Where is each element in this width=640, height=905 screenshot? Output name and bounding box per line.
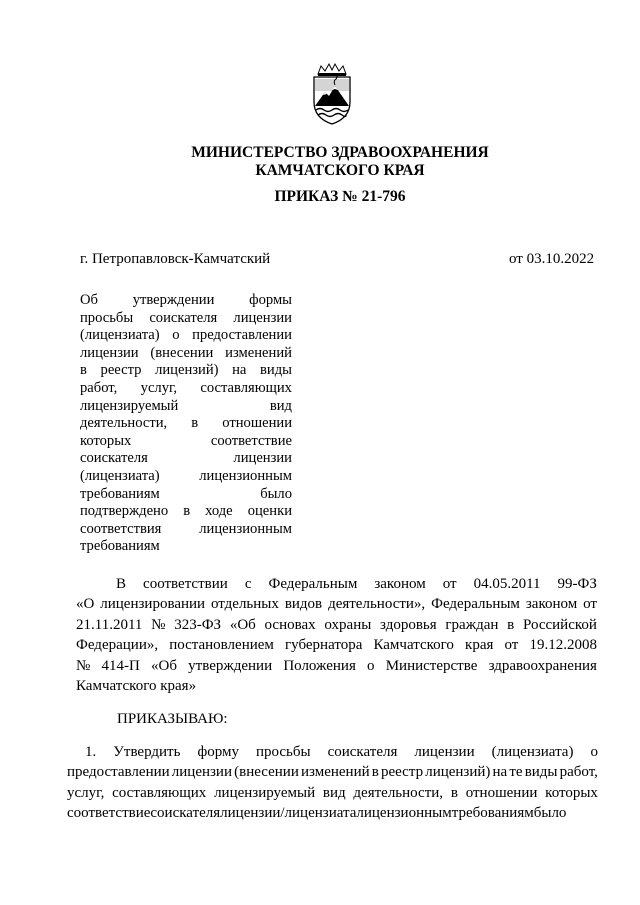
- item1-word: изменений: [300, 764, 370, 781]
- subject-word: отношении: [222, 415, 292, 432]
- preamble-word: лицензировании: [100, 596, 206, 613]
- item1-word: отношении: [465, 784, 538, 801]
- subject-word: просьбы: [80, 309, 134, 326]
- item1-word: Утвердить: [113, 744, 181, 760]
- subject-word: составляющих: [200, 379, 292, 396]
- preamble-line: [76, 656, 597, 676]
- item1-word: было: [533, 805, 567, 822]
- item1-word: лицензии: [414, 744, 475, 760]
- preamble-word: от: [583, 596, 597, 613]
- item1-word: требованиям: [451, 805, 534, 822]
- preamble-word: отдельных: [211, 596, 279, 613]
- subject-word: предоставлении: [192, 327, 292, 344]
- preamble-word: видов: [284, 596, 323, 613]
- item1-word: соответствие: [67, 805, 151, 822]
- subject-word: лицензируемый: [80, 397, 179, 414]
- subject-line: [80, 292, 292, 310]
- subject-word: услуг,: [140, 379, 177, 396]
- subject-word: ходе: [205, 503, 233, 520]
- subject-word: в: [183, 503, 191, 520]
- preamble-word: «Об: [151, 657, 177, 674]
- preamble-word: здоровья: [380, 616, 437, 633]
- item1-word: 1.: [85, 744, 97, 760]
- preamble-word: Камчатского: [373, 637, 454, 654]
- subject-line: [80, 521, 292, 539]
- preamble-line: [76, 635, 597, 655]
- subject-word: требованиям: [80, 485, 160, 502]
- subject-line: [80, 415, 292, 433]
- item1-word: которых: [545, 784, 598, 801]
- item1-word: лицензии: [171, 764, 232, 781]
- subject-line: [80, 398, 292, 416]
- preamble-line: [76, 676, 597, 696]
- subject-word: соискателя: [149, 309, 218, 326]
- subject-word: (внесении: [150, 344, 214, 361]
- subject-word: лицензионным: [199, 467, 292, 484]
- preamble-line: [76, 615, 597, 635]
- subject-line: [80, 310, 292, 328]
- preamble-word: губернатора: [285, 637, 363, 654]
- subject-line: [80, 450, 292, 468]
- item1-word: форму: [197, 744, 239, 760]
- orders-label: ПРИКАЗЫВАЮ:: [117, 711, 228, 727]
- subject-line: [80, 362, 292, 380]
- subject-word: утверждении: [132, 292, 215, 308]
- subject-word: соискателя: [80, 450, 148, 467]
- preamble-word: утверждении: [188, 657, 273, 674]
- subject-word: подтверждено: [80, 503, 169, 520]
- ministry-name-line2: КАМЧАТСКОГО КРАЯ: [255, 162, 425, 179]
- subject-word: соответствие: [210, 432, 292, 449]
- ministry-name-line1: МИНИСТЕРСТВО ЗДРАВООХРАНЕНИЯ: [191, 144, 489, 161]
- preamble-word: 21.11.2011: [76, 616, 143, 633]
- preamble-word: граждан: [445, 616, 499, 633]
- order-subject: [80, 292, 292, 556]
- item1-word: предоставлении: [67, 764, 170, 781]
- item1-word: о: [590, 744, 598, 760]
- item1-line: [67, 742, 598, 762]
- item1-word: лицензии/лицензиата: [220, 805, 357, 822]
- subject-line: [80, 503, 292, 521]
- subject-word: о: [172, 327, 180, 344]
- subject-word: лицензий): [155, 362, 219, 379]
- preamble-word: №: [151, 616, 166, 633]
- preamble-word: Российской: [523, 616, 597, 633]
- subject-word: лицензии: [80, 344, 139, 361]
- preamble-word: В: [116, 576, 127, 592]
- subject-word: лицензии: [233, 309, 292, 326]
- item1-word: в: [371, 764, 379, 781]
- item1-word: услуг,: [67, 784, 105, 801]
- item1-word: работ,: [559, 764, 598, 781]
- subject-word: формы: [249, 292, 292, 308]
- preamble-word: соответствии: [143, 576, 228, 592]
- subject-word: изменений: [225, 344, 292, 361]
- preamble-line: [76, 594, 597, 614]
- preamble-word: постановлением: [169, 637, 274, 654]
- order-number: ПРИКАЗ № 21-796: [274, 188, 406, 205]
- item1-word: лицензируемый: [214, 784, 316, 801]
- preamble-word: о: [367, 657, 375, 674]
- subject-line: [80, 345, 292, 363]
- subject-line: [80, 538, 292, 556]
- item1-line: [67, 762, 598, 782]
- preamble-word: №: [76, 657, 91, 674]
- preamble-word: в: [507, 616, 515, 633]
- preamble-word: края: [465, 637, 494, 654]
- preamble-word: Федерации»,: [76, 637, 159, 654]
- order-item-1: [67, 742, 598, 824]
- item1-word: лицензионным: [356, 805, 452, 822]
- item1-word: те: [509, 764, 523, 781]
- subject-word: соответствия: [80, 520, 162, 537]
- preamble-word: Федеральным: [268, 576, 358, 592]
- subject-line: [80, 468, 292, 486]
- item1-word: соискателя: [327, 744, 398, 760]
- subject-word: в: [191, 415, 199, 432]
- item1-line: [67, 783, 598, 803]
- preamble-word: основах: [264, 616, 316, 633]
- subject-word: оценки: [247, 503, 292, 520]
- subject-word: работ,: [80, 379, 118, 396]
- city: г. Петропавловск-Камчатский: [80, 251, 271, 267]
- subject-line: [80, 380, 292, 398]
- subject-word: (лицензиата): [80, 467, 160, 484]
- subject-line: [80, 327, 292, 345]
- subject-line: [80, 486, 292, 504]
- item1-word: (внесении: [234, 764, 299, 781]
- subject-word: на: [232, 362, 247, 379]
- preamble-word: здравоохранения: [488, 657, 597, 674]
- preamble-word: 414-П: [101, 657, 140, 674]
- item1-word: на: [492, 764, 508, 781]
- subject-word: вид: [269, 397, 292, 414]
- preamble-word: Камчатского края»: [76, 677, 197, 694]
- preamble-word: 323-ФЗ: [174, 616, 222, 633]
- subject-word: реестр: [100, 362, 142, 379]
- preamble-word: 19.12.2008: [529, 637, 597, 654]
- preamble-word: от: [504, 637, 519, 654]
- subject-word: Об: [80, 292, 98, 308]
- subject-word: лицензионным: [199, 520, 292, 537]
- preamble-word: «Об: [229, 616, 256, 633]
- preamble-word: Положения: [283, 657, 356, 674]
- subject-word: в: [80, 362, 87, 379]
- preamble-word: законом: [525, 596, 578, 613]
- subject-word: лицензии: [233, 450, 292, 467]
- item1-word: соискателя: [150, 805, 221, 822]
- item1-word: (лицензиата): [491, 744, 574, 760]
- preamble-word: «О: [76, 596, 95, 613]
- subject-word: требованиям: [80, 538, 160, 555]
- item1-line: [67, 803, 598, 823]
- item1-word: в: [450, 784, 458, 801]
- subject-word: которых: [80, 432, 132, 449]
- item1-word: реестр: [380, 764, 424, 781]
- subject-line: [80, 433, 292, 451]
- subject-word: (лицензиата): [80, 327, 160, 344]
- item1-word: просьбы: [255, 744, 311, 760]
- subject-word: виды: [260, 362, 292, 379]
- preamble-word: Министерстве: [385, 657, 478, 674]
- preamble-word: от: [442, 576, 457, 592]
- subject-word: было: [260, 485, 292, 502]
- item1-word: виды: [524, 764, 558, 781]
- preamble-paragraph: [76, 574, 597, 696]
- preamble-word: деятельности»,: [328, 596, 426, 613]
- item1-word: вид: [322, 784, 346, 801]
- preamble-line: [76, 574, 597, 594]
- item1-word: деятельности,: [353, 784, 444, 801]
- kamchatka-coat-of-arms-icon: [309, 62, 355, 126]
- preamble-word: 04.05.2011: [473, 576, 541, 592]
- subject-word: деятельности,: [80, 415, 168, 432]
- preamble-word: охраны: [324, 616, 372, 633]
- preamble-word: с: [244, 576, 252, 592]
- item1-word: составляющих: [112, 784, 207, 801]
- preamble-word: Федеральным: [431, 596, 520, 613]
- order-date: от 03.10.2022: [509, 251, 595, 267]
- preamble-word: 99-ФЗ: [557, 576, 597, 592]
- item1-word: лицензий): [425, 764, 491, 781]
- preamble-word: законом: [374, 576, 426, 592]
